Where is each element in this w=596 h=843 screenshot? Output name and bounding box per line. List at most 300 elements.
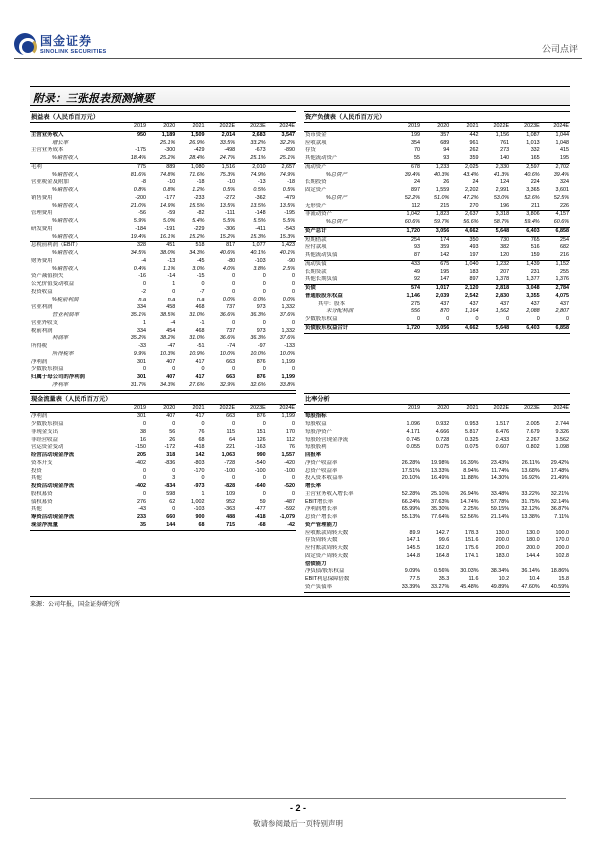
- table-cell: 40.59%: [541, 584, 570, 592]
- table-cell: 51.0%: [433, 194, 450, 201]
- table-cell: 10.9%: [189, 350, 205, 357]
- table-cell: 29.42%: [550, 459, 569, 466]
- table-cell: 26.28%: [401, 459, 421, 466]
- table-cell: 3,365: [526, 187, 540, 193]
- table-cell: 0: [292, 490, 295, 497]
- table-cell: 3,601: [555, 187, 569, 193]
- table-cell: 52.28%: [401, 490, 421, 497]
- table-cell: 262: [469, 147, 479, 154]
- table-cell: [510, 413, 541, 421]
- table-row: [304, 553, 570, 561]
- table-cell: 15.2%: [206, 234, 237, 242]
- table-cell: 682: [560, 244, 569, 251]
- header-divider: [14, 58, 582, 59]
- table-cell: 407: [166, 413, 176, 420]
- table-cell: 53.0%: [493, 194, 510, 201]
- table-cell: -100: [284, 467, 295, 474]
- table-cell: 0: [262, 319, 266, 326]
- table-cell: 233: [137, 514, 147, 520]
- table-cell: 33.27%: [421, 584, 450, 592]
- table-cell: -402: [135, 483, 147, 489]
- table-row: [304, 155, 570, 163]
- table-cell: 52.56%: [460, 514, 479, 520]
- table-cell: 16.49%: [430, 475, 450, 482]
- table-cell: 9.09%: [404, 568, 421, 575]
- table-cell: 32.6%: [236, 382, 267, 390]
- table-cell: 1,199: [281, 413, 295, 420]
- income-statement-table: [30, 123, 296, 391]
- table-cell: 0.5%: [282, 187, 295, 193]
- table-cell: -420: [284, 459, 295, 466]
- table-cell: 0.607: [495, 444, 510, 451]
- table-cell: 10.4: [529, 576, 540, 582]
- table-cell: -973: [193, 483, 205, 489]
- table-cell: 92: [392, 276, 421, 284]
- table-cell: 1,044: [555, 131, 569, 138]
- table-row: [30, 312, 296, 320]
- table-row: [304, 293, 570, 301]
- row-label: 资产总计: [304, 227, 392, 236]
- row-label: 每股净资产: [305, 428, 332, 435]
- table-cell: [510, 561, 541, 569]
- page-number: - 2 -: [289, 803, 306, 813]
- table-cell: 200.0: [495, 545, 510, 551]
- table-cell: 77.64%: [430, 514, 450, 520]
- row-label: 经营活动现金净流: [31, 452, 75, 458]
- table-cell: 2.744: [555, 421, 569, 427]
- table-cell: 2,657: [281, 163, 295, 170]
- row-label: %销售收入: [52, 265, 79, 272]
- table-cell: 0: [292, 475, 295, 482]
- table-cell: 0: [201, 421, 205, 427]
- table-cell: 876: [256, 358, 266, 365]
- table-cell: 180.0: [526, 537, 540, 544]
- table-cell: 0.953: [465, 421, 479, 427]
- table-cell: 2,637: [465, 211, 479, 218]
- table-cell: 328: [137, 242, 147, 249]
- table-row: [304, 413, 570, 421]
- table-cell: 11.74%: [491, 467, 510, 474]
- table-cell: 36.3%: [250, 335, 266, 342]
- table-cell: 0: [536, 316, 540, 322]
- table-cell: 34.3%: [147, 382, 176, 390]
- table-cell: -16: [138, 273, 147, 280]
- table-cell: 130.0: [495, 529, 510, 536]
- table-cell: -111: [225, 210, 236, 217]
- row-label: 其他: [31, 475, 42, 482]
- table-cell: 13.5%: [219, 202, 236, 209]
- row-label: 筹资活动现金净流: [31, 514, 75, 520]
- row-label: 主营业务成本: [31, 147, 64, 154]
- table-cell: 9.9%: [133, 350, 147, 357]
- table-cell: 5.0%: [162, 218, 176, 224]
- row-label: 少数股东损益: [31, 421, 64, 427]
- table-cell: 15.2%: [176, 234, 205, 242]
- table-cell: 952: [226, 498, 236, 505]
- table-cell: 26.94%: [460, 490, 479, 497]
- table-cell: 170.0: [555, 537, 569, 544]
- table-cell: -10: [167, 179, 176, 186]
- table-cell: 1,509: [191, 131, 205, 138]
- table-cell: 47.60%: [510, 584, 541, 592]
- table-cell: -14: [167, 273, 176, 280]
- table-cell: 0.4%: [133, 265, 147, 272]
- table-cell: -429: [193, 147, 205, 154]
- table-cell: 273: [500, 147, 510, 154]
- table-cell: -229: [193, 225, 205, 232]
- source-note: 来源：公司年报，国金证券研究所: [30, 596, 570, 608]
- table-cell: 221: [226, 444, 236, 451]
- table-cell: 40.3%: [433, 171, 450, 178]
- footer-divider: [30, 798, 566, 799]
- table-cell: 0.5%: [253, 187, 266, 193]
- table-cell: 1,233: [435, 163, 450, 170]
- table-cell: 2.005: [526, 421, 540, 427]
- table-cell: -90: [287, 257, 295, 264]
- row-label: 其他流动负债: [304, 252, 392, 260]
- row-label: 研发费用: [31, 225, 53, 232]
- table-cell: 0: [292, 366, 295, 373]
- table-row: [30, 273, 296, 281]
- table-cell: 70: [414, 147, 421, 154]
- table-cell: 276: [137, 498, 147, 505]
- table-cell: [118, 140, 147, 148]
- row-label: 应收款项: [305, 139, 327, 146]
- table-cell: -728: [224, 459, 236, 466]
- table-cell: 3: [172, 475, 176, 482]
- table-cell: 2,330: [495, 163, 510, 170]
- row-label: 应付款项: [305, 244, 327, 251]
- table-cell: [510, 452, 541, 460]
- row-label: 资产减值损失: [31, 273, 64, 280]
- row-label: 非经营收益: [31, 436, 58, 443]
- table-cell: n.a: [167, 296, 176, 303]
- column-header: 2022E: [480, 405, 511, 413]
- table-row: [304, 140, 570, 148]
- table-cell: 47.2%: [463, 194, 479, 201]
- column-header: 2024E: [541, 123, 570, 131]
- row-label: 每股股利: [305, 444, 327, 451]
- row-label: 财务费用: [31, 257, 53, 264]
- table-row: [304, 285, 570, 293]
- table-cell: 25.2%: [147, 155, 176, 163]
- table-cell: 60.6%: [553, 219, 569, 225]
- table-row: [30, 468, 296, 476]
- table-cell: 0: [232, 366, 236, 373]
- table-cell: 1,087: [526, 131, 540, 138]
- table-cell: -68: [236, 522, 267, 530]
- table-cell: -828: [224, 483, 236, 489]
- table-cell: 26: [443, 179, 450, 186]
- table-row: [304, 530, 570, 538]
- table-row: [304, 316, 570, 324]
- table-cell: 24: [414, 179, 421, 186]
- table-cell: 301: [137, 374, 147, 380]
- table-cell: 7.11%: [554, 514, 569, 520]
- table-cell: 5.817: [465, 428, 479, 435]
- table-cell: -42: [267, 522, 296, 530]
- table-cell: 2,784: [555, 285, 569, 291]
- table-cell: 1,002: [191, 498, 205, 505]
- table-cell: 437: [440, 300, 450, 307]
- table-cell: 0: [232, 475, 236, 482]
- table-cell: 689: [440, 139, 450, 146]
- table-cell: 94: [443, 147, 450, 154]
- row-label: 销售费用: [31, 194, 53, 201]
- table-cell: 33.5%: [219, 139, 236, 146]
- row-label: 债权募资: [31, 498, 53, 505]
- table-cell: n.a: [197, 296, 205, 303]
- table-row: [30, 491, 296, 499]
- table-cell: 14.74%: [460, 498, 479, 505]
- table-cell: -56: [138, 210, 147, 217]
- table-cell: 37.6%: [279, 335, 295, 342]
- table-cell: 1,332: [281, 304, 295, 311]
- row-label: 营业税金及附加: [31, 179, 69, 186]
- table-cell: 183.0: [495, 552, 510, 559]
- table-cell: -33: [138, 343, 147, 349]
- table-row: [304, 522, 570, 530]
- table-cell: 216: [541, 252, 570, 260]
- table-cell: 14.30%: [490, 475, 510, 482]
- table-cell: 57.78%: [490, 498, 510, 505]
- table-cell: 174.1: [465, 552, 479, 559]
- table-cell: 1: [201, 490, 205, 497]
- row-label: 应付账款周转天数: [305, 545, 349, 551]
- table-cell: 737: [226, 327, 236, 334]
- row-label: 未分配利润: [326, 308, 353, 315]
- row-label: 营业外收支: [31, 319, 58, 326]
- table-cell: 415: [560, 147, 569, 154]
- row-label: 偿债能力: [305, 560, 327, 567]
- table-cell: -97: [257, 343, 266, 349]
- table-cell: 1,013: [526, 139, 540, 146]
- table-cell: 1: [143, 319, 147, 326]
- column-header: 2021: [450, 123, 479, 131]
- table-cell: 65.99%: [401, 506, 421, 513]
- table-cell: 183: [469, 268, 479, 275]
- table-cell: 2,025: [465, 163, 479, 170]
- table-row: [304, 227, 570, 236]
- table-cell: 38.34%: [490, 568, 510, 575]
- table-cell: 18.86%: [550, 568, 569, 575]
- table-cell: 40.1%: [279, 250, 295, 256]
- row-label: 税前利润: [31, 327, 53, 334]
- table-cell: [450, 522, 479, 530]
- table-cell: 21.49%: [550, 475, 569, 482]
- column-header: 2020: [421, 405, 450, 413]
- column-header: 2021: [176, 123, 205, 131]
- table-cell: 35.30%: [430, 506, 450, 513]
- row-label: 回报率: [305, 452, 322, 458]
- table-cell: 32.21%: [550, 490, 569, 497]
- column-header: 2024E: [541, 405, 570, 413]
- table-cell: 889: [166, 163, 176, 170]
- table-cell: 37.6%: [279, 312, 295, 318]
- table-cell: 0: [143, 475, 147, 482]
- table-cell: 417: [195, 358, 205, 365]
- table-row: [30, 382, 296, 390]
- table-cell: 451: [166, 242, 176, 249]
- table-cell: 2,702: [555, 163, 569, 170]
- row-label: 增长率: [305, 483, 322, 489]
- table-cell: 126: [256, 436, 266, 443]
- table-cell: -7: [199, 288, 205, 295]
- table-cell: 1.2%: [192, 187, 205, 193]
- column-header: 2024E: [267, 123, 296, 131]
- row-label: 资产管理能力: [305, 521, 338, 528]
- table-cell: -487: [284, 498, 295, 505]
- table-row: [30, 374, 296, 382]
- table-cell: -592: [284, 506, 295, 513]
- table-cell: 17.51%: [401, 467, 421, 474]
- table-cell: 40.1%: [250, 250, 266, 256]
- table-cell: 6,403: [510, 324, 541, 333]
- row-label: 增长率: [52, 139, 69, 146]
- table-cell: -172: [164, 444, 176, 451]
- row-label: %销售收入: [52, 171, 79, 178]
- table-cell: 876: [256, 413, 266, 420]
- table-cell: 0.745: [406, 436, 421, 443]
- table-cell: 275: [411, 300, 421, 307]
- table-cell: 165: [510, 155, 541, 163]
- table-cell: 598: [166, 490, 176, 497]
- table-row: [304, 475, 570, 483]
- row-label: 投入资本收益率: [305, 475, 343, 482]
- column-header: 2022E: [480, 123, 511, 131]
- table-cell: 15.3%: [267, 234, 296, 242]
- table-cell: 16.92%: [521, 475, 540, 482]
- table-row: [30, 522, 296, 530]
- main-content: [30, 86, 570, 608]
- table-cell: 59.4%: [524, 219, 540, 225]
- table-cell: 10.0%: [219, 350, 236, 357]
- table-cell: 0.728: [435, 436, 450, 443]
- table-cell: 71.6%: [189, 171, 205, 178]
- table-cell: 35: [118, 522, 147, 530]
- column-header: 2021: [450, 405, 479, 413]
- table-cell: 100.0: [555, 529, 569, 536]
- table-cell: 1,048: [555, 139, 569, 146]
- table-cell: 23.43%: [490, 459, 510, 466]
- table-cell: -18: [287, 179, 295, 186]
- table-cell: 2,202: [465, 187, 479, 193]
- table-cell: 437: [560, 300, 569, 307]
- report-type: 公司点评: [541, 44, 578, 54]
- table-cell: 4,662: [450, 227, 479, 236]
- table-cell: 6,403: [510, 227, 541, 236]
- table-cell: 10.0%: [279, 350, 295, 357]
- table-cell: 144.4: [526, 552, 540, 559]
- row-label: 长期投资: [305, 179, 327, 186]
- table-cell: 1,232: [495, 260, 510, 267]
- table-cell: 38.2%: [159, 335, 176, 342]
- table-cell: 5.4%: [192, 218, 205, 224]
- row-label: 其他: [31, 506, 42, 513]
- table-cell: -640: [254, 483, 266, 489]
- column-header: 2023E: [236, 123, 267, 131]
- table-cell: 76: [289, 444, 295, 451]
- table-cell: 4.0%: [222, 265, 236, 272]
- table-row: [304, 514, 570, 522]
- table-cell: 31.0%: [189, 335, 205, 342]
- table-cell: [510, 522, 541, 530]
- row-label: 应收账款周转天数: [305, 529, 349, 536]
- row-label: 营业利润率: [52, 312, 79, 318]
- table-cell: -13: [257, 179, 266, 186]
- table-cell: 1,562: [495, 308, 510, 315]
- table-cell: 200.0: [555, 545, 569, 551]
- table-cell: 178.3: [465, 529, 479, 536]
- table-cell: 437: [500, 300, 510, 307]
- table-cell: 19.4%: [118, 234, 147, 242]
- table-cell: 33.48%: [490, 490, 510, 497]
- table-cell: -177: [164, 194, 176, 201]
- table-row: [30, 429, 296, 437]
- table-row: [30, 140, 296, 148]
- table-row: [30, 179, 296, 187]
- row-label: 主营业务收入: [31, 131, 64, 138]
- table-cell: 25.1%: [159, 139, 176, 146]
- row-label: 非流动资产: [305, 211, 332, 218]
- table-cell: -834: [164, 483, 176, 489]
- table-cell: 0: [172, 467, 176, 474]
- table-cell: 40.6%: [524, 171, 540, 178]
- table-cell: -103: [193, 506, 205, 513]
- table-cell: 678: [411, 163, 421, 170]
- table-cell: 0.0%: [253, 296, 266, 303]
- table-cell: 5.5%: [282, 218, 295, 224]
- income-statement-title: 损益表（人民币百万元）: [30, 111, 296, 123]
- table-cell: 124: [500, 179, 510, 186]
- table-cell: -100: [254, 467, 266, 474]
- table-cell: 31.75%: [521, 498, 540, 505]
- table-cell: 32.14%: [550, 498, 569, 505]
- table-cell: 55.13%: [401, 514, 421, 520]
- table-cell: 5.5%: [253, 218, 266, 224]
- table-cell: 324: [560, 179, 569, 186]
- table-cell: 0: [172, 421, 176, 427]
- table-cell: [541, 483, 570, 491]
- page-header: [0, 0, 596, 62]
- row-label: 净利润: [31, 413, 48, 420]
- table-cell: 990: [256, 452, 266, 458]
- table-cell: 64: [229, 436, 236, 443]
- table-row: [304, 460, 570, 468]
- column-header: 2023E: [510, 405, 541, 413]
- table-cell: [541, 413, 570, 421]
- table-cell: 195: [440, 268, 450, 275]
- table-cell: 663: [226, 374, 236, 380]
- table-row: [30, 242, 296, 250]
- table-cell: 205: [137, 452, 147, 458]
- table-row: [304, 195, 570, 203]
- table-cell: -2: [141, 288, 147, 295]
- table-cell: -498: [224, 147, 236, 154]
- table-row: [30, 343, 296, 351]
- table-cell: 0: [292, 288, 295, 295]
- table-cell: 142.7: [435, 529, 450, 536]
- table-cell: 164.8: [435, 552, 450, 559]
- column-header: 2020: [147, 123, 176, 131]
- table-row: [30, 475, 296, 483]
- table-cell: 3,547: [281, 131, 295, 138]
- table-cell: -18: [196, 179, 205, 186]
- table-cell: 60.6%: [404, 219, 421, 225]
- right-column-bottom: [304, 393, 570, 593]
- row-label: 每股指标: [305, 413, 327, 420]
- table-row: [30, 351, 296, 359]
